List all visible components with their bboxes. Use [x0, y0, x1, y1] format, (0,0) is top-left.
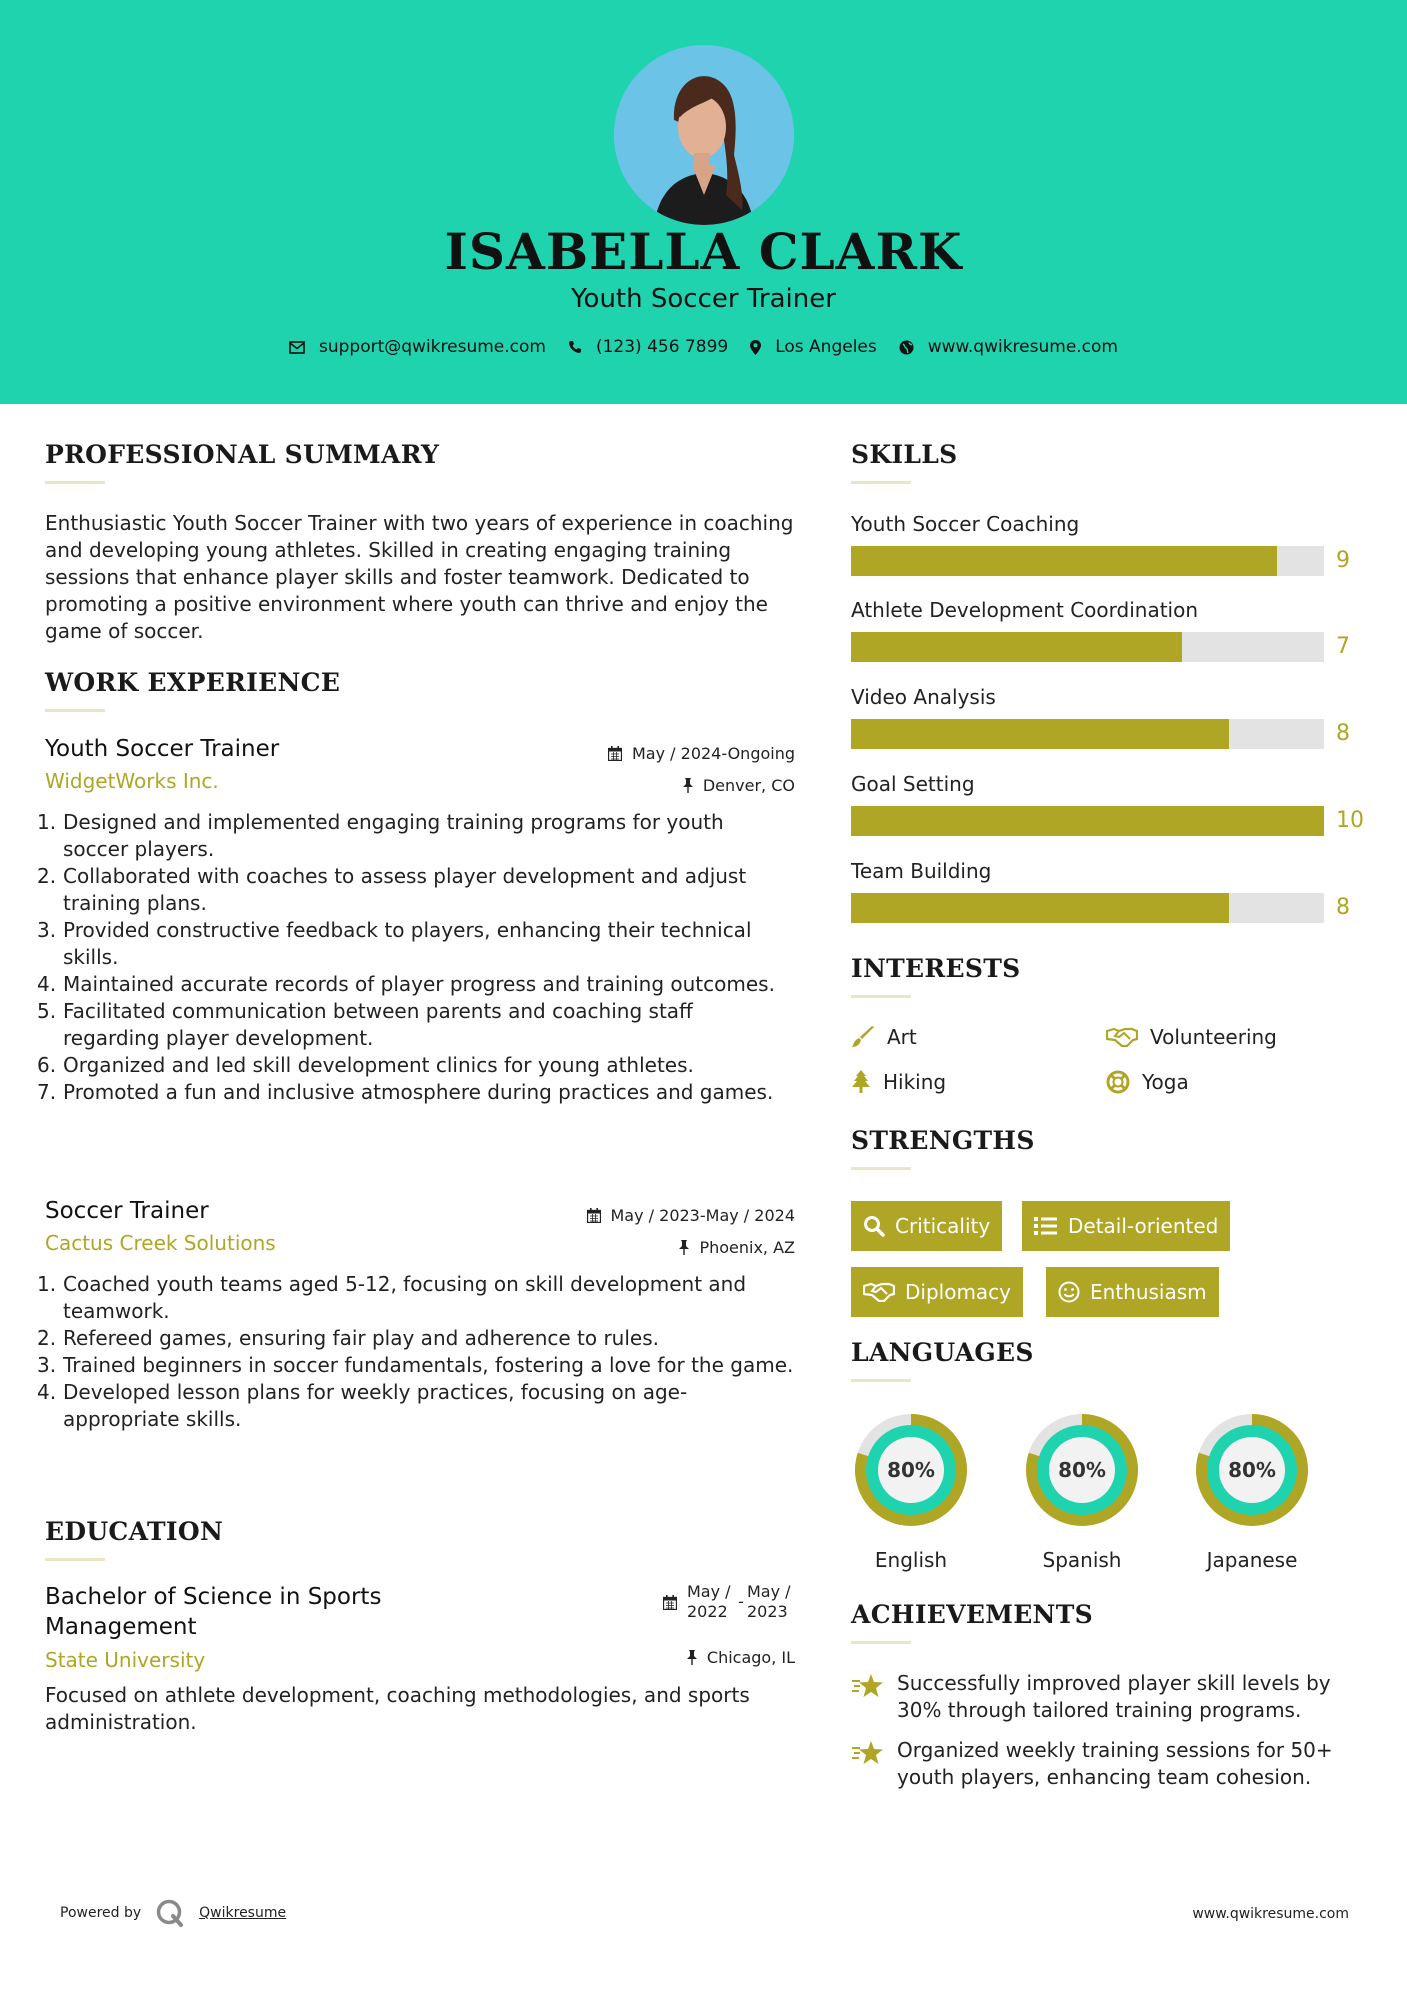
language-item [1020, 1408, 1144, 1572]
job-location [679, 1238, 795, 1257]
summary-section [45, 440, 439, 484]
end-date: May / 2023 [747, 1582, 791, 1621]
website-text: www.qwikresume.com [927, 337, 1118, 357]
contact-phone[interactable] [568, 337, 728, 357]
person-photo-icon [614, 45, 794, 225]
dates-text: May / 2024-Ongoing [632, 744, 795, 763]
profile-photo [614, 45, 794, 225]
skill-bar-fill [851, 893, 1229, 923]
section-title-interests: INTERESTS [851, 954, 1021, 983]
candidate-name: ISABELLA CLARK [444, 222, 963, 281]
job-entry [37, 1198, 795, 1433]
section-rule [851, 995, 911, 998]
job-title: Youth Soccer Trainer [45, 736, 280, 762]
calendar-icon [663, 1595, 677, 1610]
skill-bar-fill [851, 806, 1324, 836]
summary-text: Enthusiastic Youth Soccer Trainer with two years of experience in coaching and developing young athletes. Skilled in creating engaging training sessions that enhance player skills and foster teamwork. Dedicated to promoting a positive environment where youth can thrive and enjoy the game of soccer. [45, 511, 794, 643]
location-text: Denver, CO [702, 776, 795, 795]
interest-label: Art [887, 1025, 917, 1049]
list-item: 6. Organized and led skill development clinics for young athletes. [37, 1053, 694, 1077]
achievement-item [851, 1670, 1361, 1724]
skill-item [851, 512, 1350, 576]
job-dates [608, 744, 795, 763]
language-item [1190, 1408, 1314, 1572]
list-item: 7. Promoted a fun and inclusive atmosphere during practices and games. [37, 1080, 774, 1104]
location-text: Los Angeles [775, 337, 877, 357]
skill-item [851, 685, 1350, 749]
paintbrush-icon [851, 1026, 875, 1048]
list-item: 1. Designed and implemented engaging training programs for youth soccer players. [37, 810, 724, 861]
resume-header [0, 0, 1407, 404]
lifering-icon [1106, 1070, 1130, 1094]
skill-level: 9 [1336, 548, 1350, 573]
language-name: English [874, 1548, 948, 1572]
section-rule [851, 1641, 911, 1644]
section-title-languages: LANGUAGES [851, 1338, 1034, 1367]
achievement-text: Organized weekly training sessions for 50+ youth players, enhancing team cohesion. [897, 1738, 1333, 1789]
interest-label: Hiking [883, 1070, 947, 1094]
strength-tag [851, 1201, 1002, 1251]
skill-bar-fill [851, 719, 1229, 749]
job-title: Soccer Trainer [45, 1198, 209, 1224]
list-item: 4. Maintained accurate records of player progress and training outcomes. [37, 972, 775, 996]
skill-item [851, 598, 1350, 662]
company-name: Cactus Creek Solutions [45, 1231, 276, 1255]
list-item: 3. Trained beginners in soccer fundamentals, fostering a love for the game. [37, 1353, 794, 1377]
section-title-skills: SKILLS [851, 440, 958, 469]
strength-label: Diplomacy [905, 1280, 1012, 1304]
list-icon [1034, 1216, 1058, 1236]
contact-location [750, 337, 877, 357]
smile-icon [1058, 1281, 1080, 1303]
section-rule [45, 481, 105, 484]
company-name: WidgetWorks Inc. [45, 769, 219, 793]
education-location [687, 1648, 795, 1667]
location-text: Phoenix, AZ [699, 1238, 795, 1257]
job-bullets [37, 1271, 795, 1433]
interest-item [1106, 1025, 1277, 1049]
skill-name: Athlete Development Coordination [851, 598, 1199, 622]
section-rule [851, 1379, 911, 1382]
strength-tag [851, 1267, 1023, 1317]
brand-link[interactable]: Qwikresume [199, 1905, 287, 1921]
interests-heading-block [851, 954, 1020, 998]
strength-tag [1046, 1267, 1219, 1317]
section-title-experience: WORK EXPERIENCE [45, 668, 341, 697]
list-item: 5. Facilitated communication between parents and coaching staff regarding player development. [37, 999, 693, 1050]
school-name: State University [45, 1648, 206, 1672]
skills-heading-block [851, 440, 958, 484]
phone-icon [568, 340, 582, 354]
degree-title: Bachelor of Science in Sports Management [45, 1584, 382, 1640]
language-donut [849, 1408, 973, 1532]
location-text: Chicago, IL [706, 1648, 795, 1667]
skill-name: Team Building [851, 859, 992, 883]
skill-bar-fill [851, 632, 1182, 662]
job-dates [587, 1206, 796, 1225]
experience-heading-block [45, 668, 340, 712]
list-item: 2. Refereed games, ensuring fair play and adherence to rules. [37, 1326, 659, 1350]
job-entry [37, 736, 795, 1106]
dates-text: May / 2023-May / 2024 [610, 1206, 795, 1225]
achievements-heading-block [851, 1600, 1093, 1644]
education-description: Focused on athlete development, coaching methodologies, and sports administration. [45, 1683, 750, 1734]
language-donut [1020, 1408, 1144, 1532]
contact-email[interactable] [289, 337, 546, 357]
achievement-item [851, 1737, 1361, 1791]
list-item: 2. Collaborated with coaches to assess player development and adjust training plans. [37, 864, 747, 915]
language-donut [1190, 1408, 1314, 1532]
interest-label: Yoga [1142, 1070, 1189, 1094]
strength-tag [1022, 1201, 1230, 1251]
job-bullets [37, 809, 795, 1106]
section-rule [851, 481, 911, 484]
star-award-icon [851, 1673, 885, 1699]
section-title-education: EDUCATION [45, 1517, 224, 1546]
job-location [683, 776, 795, 795]
list-item: 1. Coached youth teams aged 5-12, focusing on skill development and teamwork. [37, 1272, 747, 1323]
skill-name: Video Analysis [851, 685, 996, 709]
section-rule [851, 1167, 911, 1170]
interest-item [1106, 1070, 1189, 1094]
section-rule [45, 709, 105, 712]
section-title-achievements: ACHIEVEMENTS [851, 1600, 1093, 1629]
languages-heading-block [851, 1338, 1034, 1382]
skill-level: 8 [1336, 721, 1350, 746]
phone-text: (123) 456 7899 [595, 337, 729, 357]
candidate-title: Youth Soccer Trainer [571, 284, 836, 314]
map-pin-icon [750, 340, 761, 355]
skill-bar [851, 893, 1350, 923]
language-name: Japanese [1206, 1548, 1298, 1572]
pushpin-icon [683, 778, 693, 793]
contact-website[interactable] [899, 337, 1118, 357]
skill-name: Goal Setting [851, 772, 975, 796]
calendar-icon [608, 746, 622, 761]
globe-icon [899, 340, 914, 355]
date-separator: - [738, 1592, 744, 1611]
education-entry [45, 1582, 795, 1736]
section-rule [45, 1558, 105, 1561]
pushpin-icon [679, 1240, 689, 1255]
language-percent: 80% [1058, 1458, 1106, 1482]
achievement-text: Successfully improved player skill levels by 30% through tailored training programs. [897, 1671, 1331, 1722]
skill-bar-fill [851, 546, 1277, 576]
language-name: Spanish [1042, 1548, 1122, 1572]
interest-item [851, 1070, 946, 1094]
skill-item [851, 859, 1350, 923]
section-title-strengths: STRENGTHS [851, 1126, 1035, 1155]
powered-by-text: Powered by [60, 1905, 142, 1921]
search-icon [863, 1215, 885, 1237]
calendar-icon [587, 1208, 601, 1223]
skill-level: 10 [1336, 808, 1364, 833]
qwikresume-logo-icon [155, 1898, 185, 1928]
skill-level: 8 [1336, 895, 1350, 920]
language-item [849, 1408, 973, 1572]
skill-bar [851, 719, 1350, 749]
footer-website[interactable]: www.qwikresume.com [1192, 1906, 1349, 1922]
strengths-heading-block [851, 1126, 1035, 1170]
section-title-summary: PROFESSIONAL SUMMARY [45, 440, 440, 469]
footer-powered-by [60, 1898, 286, 1928]
strength-label: Criticality [895, 1214, 991, 1238]
interest-item [851, 1025, 917, 1049]
education-heading-block [45, 1517, 223, 1561]
strength-label: Detail-oriented [1068, 1214, 1219, 1238]
language-percent: 80% [1228, 1458, 1276, 1482]
envelope-icon [289, 341, 305, 354]
start-date: May / 2022 [687, 1582, 731, 1621]
education-dates [663, 1582, 795, 1622]
handshake-icon [1106, 1027, 1138, 1047]
skill-bar [851, 806, 1364, 836]
strength-label: Enthusiasm [1090, 1280, 1207, 1304]
skill-bar [851, 546, 1350, 576]
tree-icon [851, 1070, 871, 1094]
pushpin-icon [687, 1650, 697, 1665]
skill-name: Youth Soccer Coaching [851, 512, 1080, 536]
skill-level: 7 [1336, 634, 1350, 659]
email-text: support@qwikresume.com [319, 337, 546, 357]
list-item: 4. Developed lesson plans for weekly practices, focusing on age-appropriate skills. [37, 1380, 688, 1431]
language-percent: 80% [887, 1458, 935, 1482]
star-award-icon [851, 1740, 885, 1766]
interest-label: Volunteering [1150, 1025, 1277, 1049]
list-item: 3. Provided constructive feedback to players, enhancing their technical skills. [37, 918, 752, 969]
contact-bar [0, 337, 1407, 357]
handshake-icon [863, 1282, 895, 1302]
skill-bar [851, 632, 1350, 662]
skill-item [851, 772, 1364, 836]
